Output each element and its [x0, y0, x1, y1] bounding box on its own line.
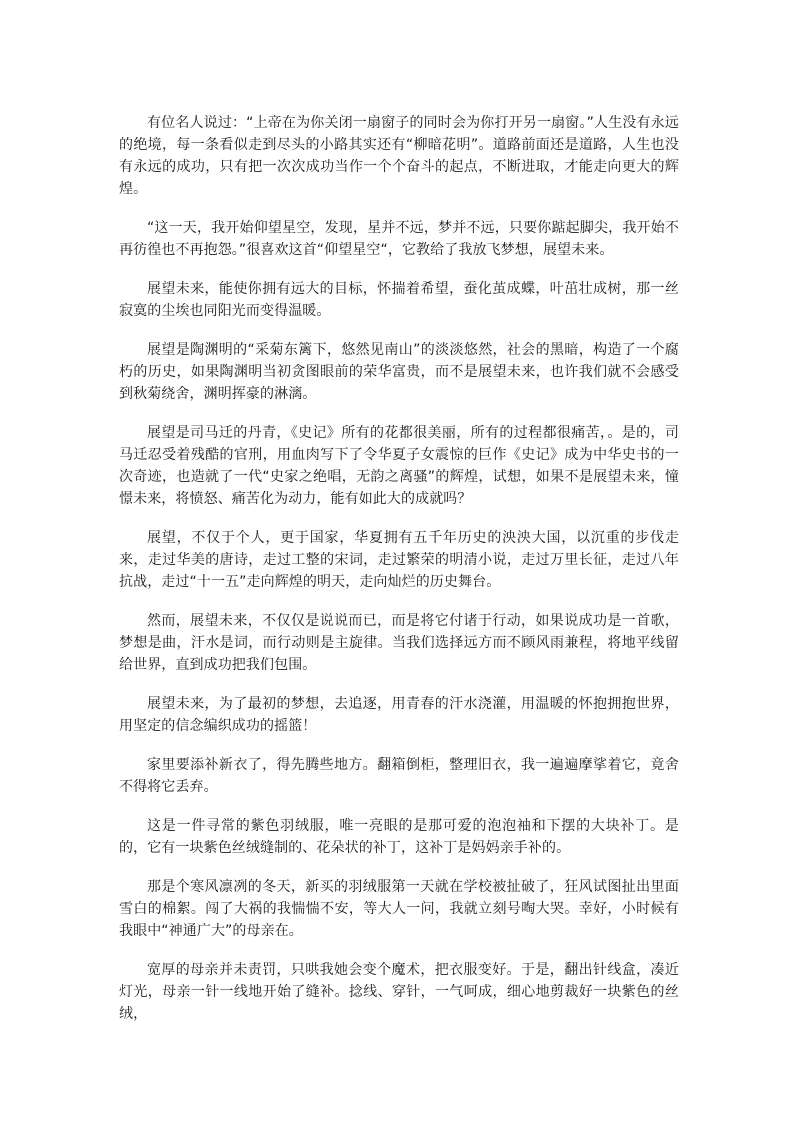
paragraph: 展望，不仅于个人，更于国家，华夏拥有五千年历史的泱泱大国，以沉重的步伐走来，走过华美的唐诗，走过工整的宋词，走过繁荣的明清小说，走过万里长征，走过八年抗战，走过“十一五”走向辉煌的明天，走向灿烂的历史舞台。 [119, 530, 679, 590]
document-page [119, 112, 679, 1042]
paragraph: 这是一件寻常的紫色羽绒服，唯一亮眼的是那可爱的泡泡袖和下摆的大块补丁。是的，它有一块紫色丝绒缝制的、花朵状的补丁，这补丁是妈妈亲手补的。 [119, 818, 679, 856]
paragraph: 展望是司马迁的丹青，《史记》所有的花都很美丽，所有的过程都很痛苦，。是的，司马迁忍受着残酷的官刑，用血肉写下了令华夏子女震惊的巨作《史记》成为中华史书的一次奇迹，也造就了一代“史家之绝唱，无韵之离骚”的辉煌，试想，如果不是展望未来，憧憬未来，将愤怒、痛苦化为动力，能有如此大的成就吗？ [119, 425, 679, 507]
paragraph: 展望未来，能使你拥有远大的目标，怀揣着希望，蚕化茧成蝶，叶茁壮成树，那一丝寂寞的尘埃也同阳光而变得温暖。 [119, 281, 679, 319]
paragraph: 然而，展望未来，不仅仅是说说而已，而是将它付诸于行动，如果说成功是一首歌，梦想是曲，汗水是词，而行动则是主旋律。当我们选择远方而不顾风雨兼程，将地平线留给世界，直到成功把我们包围。 [119, 613, 679, 673]
paragraph: 展望是陶渊明的“采菊东篱下，悠然见南山”的淡淡悠然，社会的黑暗，构造了一个腐朽的历史，如果陶渊明当初贪图眼前的荣华富贵，而不是展望未来，也许我们就不会感受到秋菊绕舍，渊明挥豪的淋漓。 [119, 342, 679, 402]
paragraph: 家里要添补新衣了，得先腾些地方。翻箱倒柜，整理旧衣，我一遍遍摩挲着它，竟舍不得将它丢弃。 [119, 757, 679, 795]
paragraph: 宽厚的母亲并未责罚，只哄我她会变个魔术，把衣服变好。于是，翻出针线盒，凑近灯光，母亲一针一线地开始了缝补。捻线、穿针，一气呵成，细心地剪裁好一块紫色的丝绒， [119, 962, 679, 1022]
paragraph: 那是个寒风凛冽的冬天，新买的羽绒服第一天就在学校被扯破了，狂风试图扯出里面雪白的棉絮。闯了大祸的我惴惴不安，等大人一问，我就立刻号啕大哭。幸好，小时候有我眼中“神通广大”的母亲在。 [119, 879, 679, 939]
paragraph: “这一天，我开始仰望星空，发现，星并不远，梦并不远，只要你踮起脚尖，我开始不再彷徨也不再抱怨。”很喜欢这首“仰望星空“，它教给了我放飞梦想，展望未来。 [119, 220, 679, 258]
paragraph: 展望未来，为了最初的梦想，去追逐，用青春的汗水浇灌，用温暖的怀抱拥抱世界，用坚定的信念编织成功的摇篮！ [119, 696, 679, 734]
paragraph: 有位名人说过：“上帝在为你关闭一扇窗子的同时会为你打开另一扇窗。”人生没有永远的绝境，每一条看似走到尽头的小路其实还有“柳暗花明”。道路前面还是道路，人生也没有永远的成功，只有把一次次成功当作一个个奋斗的起点，不断进取，才能走向更大的辉煌。 [119, 115, 679, 197]
